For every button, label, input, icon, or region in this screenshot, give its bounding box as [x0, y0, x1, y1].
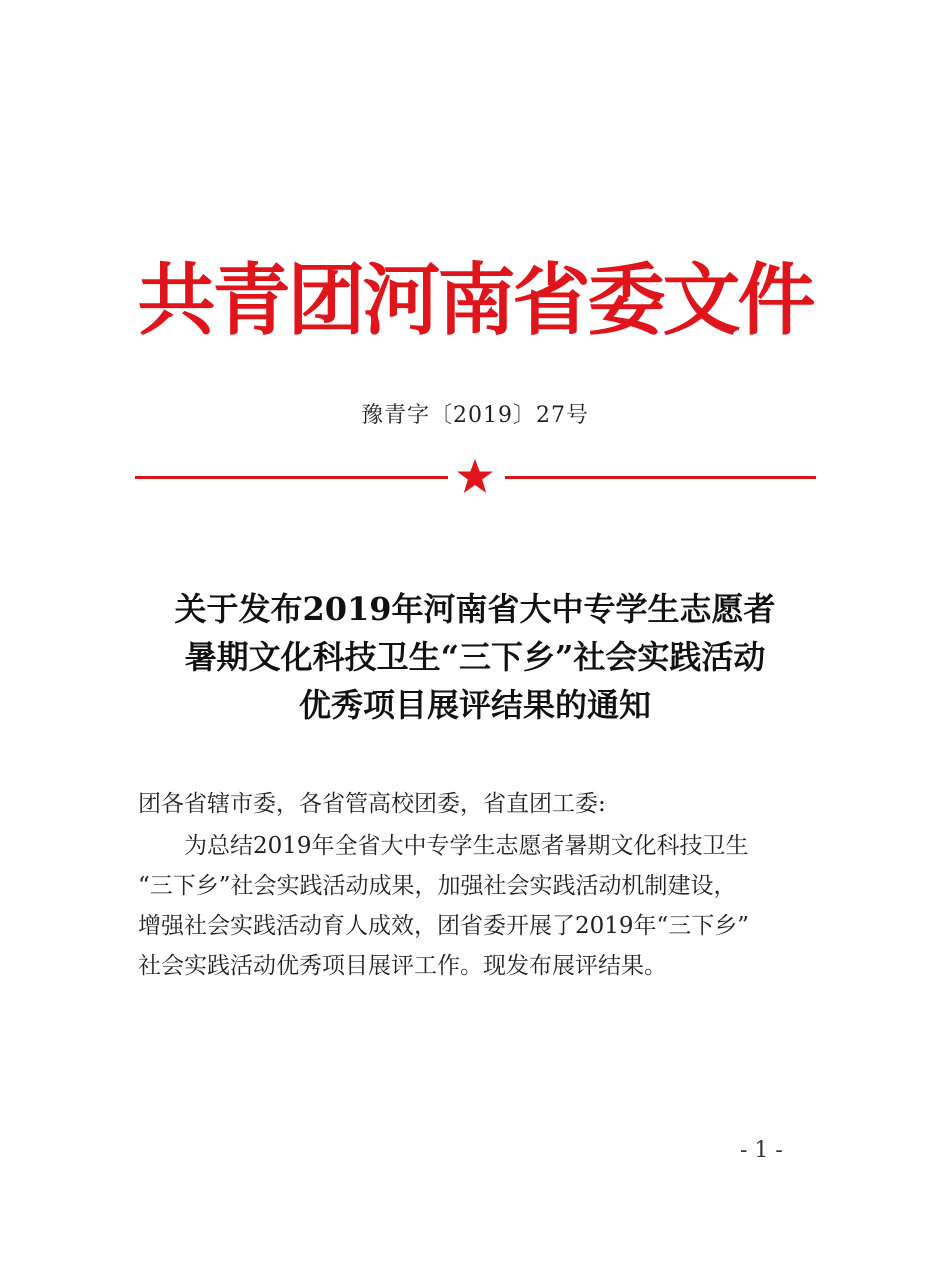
body-paragraph — [138, 826, 828, 986]
page-number: - 1 - — [740, 1138, 783, 1163]
document-number: 豫青字〔2019〕27号 — [361, 403, 589, 428]
divider-rule-left — [135, 476, 448, 479]
notice-title — [60, 585, 890, 729]
title-line: 优秀项目展评结果的通知 — [298, 686, 651, 724]
body-line: 为总结2019年全省大中专学生志愿者暑期文化科技卫生 — [184, 833, 749, 859]
red-star-icon — [455, 457, 495, 497]
body-line: “三下乡”社会实践活动成果，加强社会实践活动机制建设， — [138, 873, 737, 899]
body-line: 增强社会实践活动育人成效，团省委开展了2019年“三下乡” — [138, 913, 750, 939]
title-line: 暑期文化科技卫生“三下乡”社会实践活动 — [184, 638, 766, 676]
masthead-title: 共青团河南省委文件 — [137, 256, 813, 346]
body-line: 社会实践活动优秀项目展评工作。现发布展评结果。 — [138, 953, 667, 979]
title-line: 关于发布2019年河南省大中专学生志愿者 — [174, 590, 776, 628]
salutation: 团各省辖市委，各省管高校团委，省直团工委: — [138, 791, 606, 817]
divider-rule-right — [505, 476, 816, 479]
